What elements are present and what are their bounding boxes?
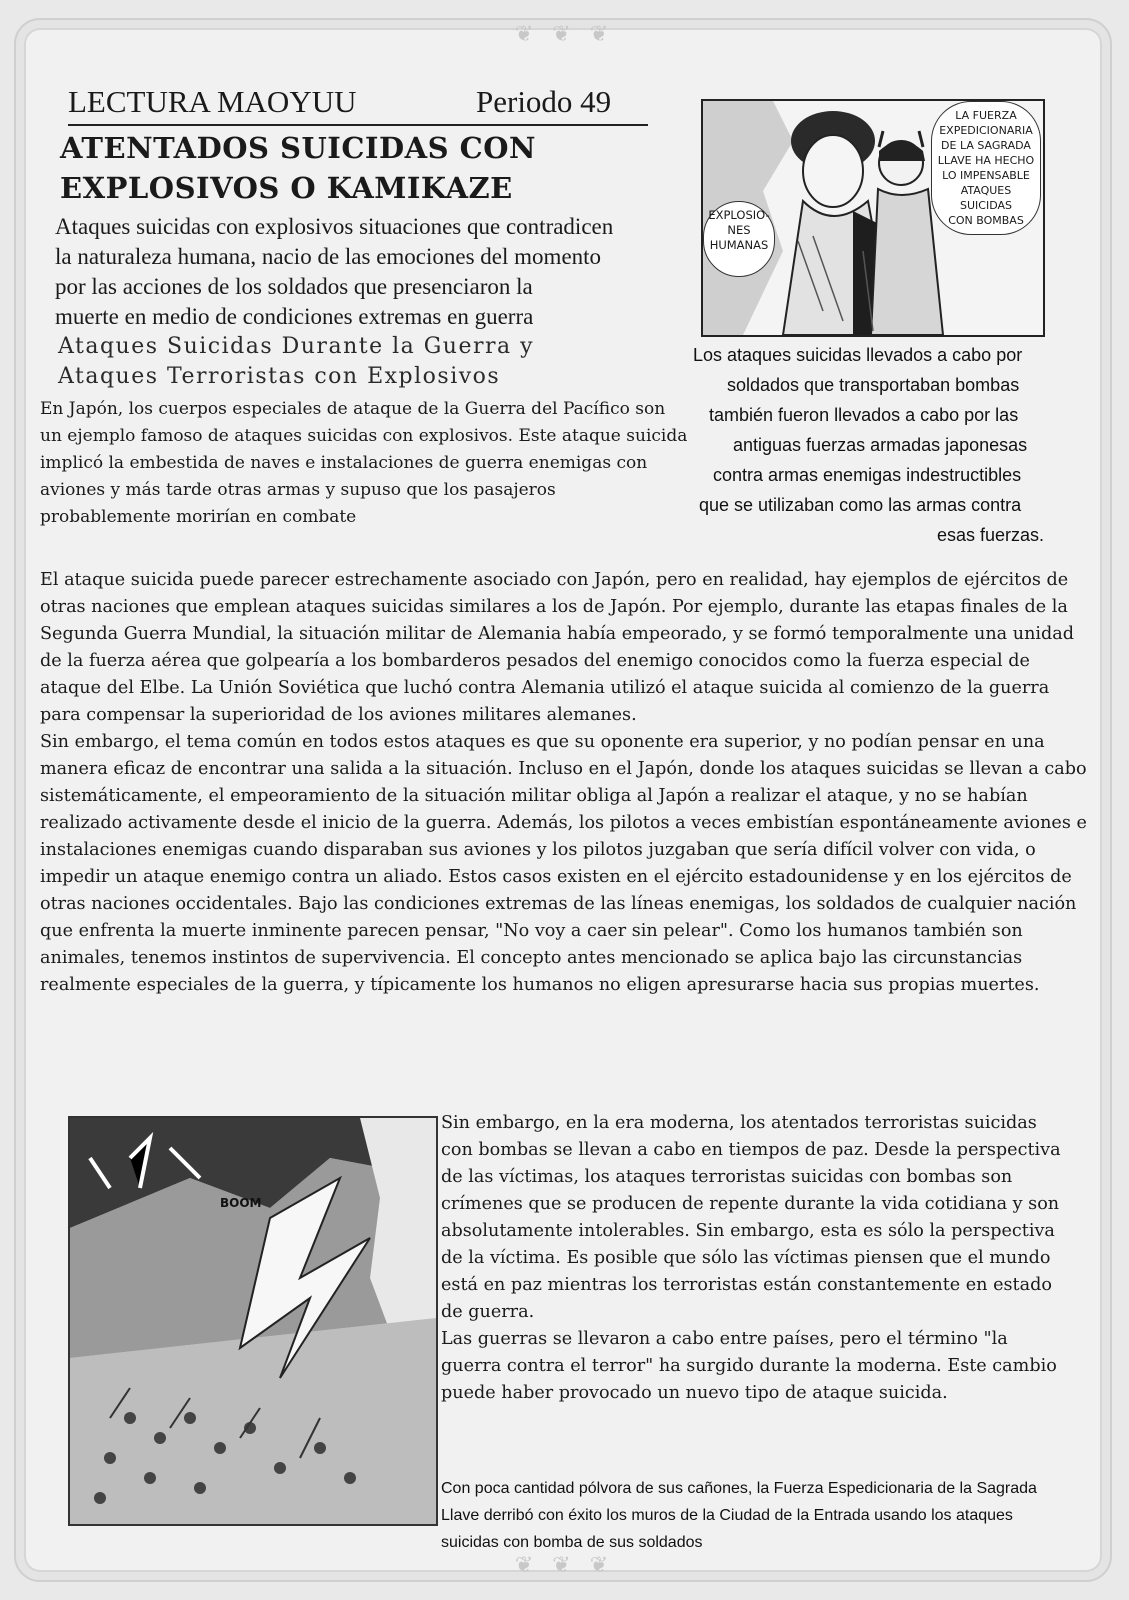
- title-line-1: ATENTADOS SUICIDAS CON: [60, 131, 537, 165]
- caption-line: Llave derribó con éxito los muros de la Ciudad de la Entrada usando los ataques: [441, 1507, 1013, 1524]
- caption-panel-1: [693, 340, 1049, 550]
- title-line-2: EXPLOSIVOS O KAMIKAZE: [60, 171, 513, 205]
- page-header: [68, 84, 648, 126]
- speech-bubble-right: [931, 101, 1041, 235]
- caption-line: suicidas con bomba de sus soldados: [441, 1534, 703, 1551]
- bubble-text: ATAQUES: [960, 184, 1012, 197]
- paragraph: En Japón, los cuerpos especiales de ataque de la Guerra del Pacífico son un ejemplo famoso de ataques suicidas con explosivos. Este ataque suicida implicó la embestida de naves e instalaciones de guerra enemigas con aviones y más tarde otras armas y supuso que los pasajeros probablemente morirían en combate: [40, 399, 688, 527]
- sound-effect: BOOM: [220, 1196, 262, 1210]
- caption-line: que se utilizaban como las armas contra: [699, 495, 1022, 515]
- speech-bubble-left: [703, 201, 775, 277]
- paragraph-modern-era: [441, 1110, 1066, 1407]
- manga-panel-characters: [701, 99, 1045, 337]
- paragraph: Sin embargo, en la era moderna, los atentados terroristas suicidas con bombas se llevan a cabo en tiempos de paz. Desde la perspectiva de las víctimas, los ataques terroristas suicidas con bombas son crímenes que se producen de repente durante la vida cotidiana y son absolutamente intolerables. Sin embargo, esta es sólo la perspectiva de la víctima. Es posible que sólo las víctimas piensen que el mundo está en paz mientras los terroristas están constantemente en estado de guerra.: [441, 1113, 1061, 1322]
- intro-text: [55, 212, 685, 332]
- subtitle-line-1: Ataques Suicidas Durante la Guerra y: [58, 334, 535, 359]
- bubble-text: EXPEDICIONARIA: [939, 124, 1033, 137]
- manga-illustration-explosion: [70, 1118, 436, 1524]
- caption-line: Los ataques suicidas llevados a cabo por: [693, 345, 1023, 365]
- series-title: LECTURA MAOYUU: [68, 84, 357, 119]
- intro-line: muerte en medio de condiciones extremas en guerra: [55, 304, 534, 329]
- bubble-text: DE LA SAGRADA: [941, 139, 1031, 152]
- intro-line: Ataques suicidas con explosivos situaciones que contradicen: [55, 214, 614, 239]
- frame-ornament-top: ❦ ❦ ❦: [514, 22, 615, 47]
- subtitle-line-2: Ataques Terroristas con Explosivos: [58, 364, 501, 389]
- manga-panel-explosion: [68, 1116, 438, 1526]
- article-title: [60, 128, 670, 208]
- caption-line: contra armas enemigas indestructibles: [713, 465, 1022, 485]
- caption-panel-2: [441, 1475, 1081, 1556]
- period-number: Periodo 49: [476, 84, 612, 119]
- main-body-text: [40, 567, 1090, 999]
- paragraph-japan: [40, 396, 690, 531]
- bubble-text: LLAVE HA HECHO: [937, 154, 1035, 167]
- bubble-text: EXPLOSIO-: [708, 208, 770, 222]
- bubble-text: LO IMPENSABLE: [942, 169, 1030, 182]
- paragraph: El ataque suicida puede parecer estrechamente asociado con Japón, pero en realidad, hay ejemplos de ejércitos de otras naciones que emplean ataques suicidas similares a los de Japón. Por ejemplo, durante las etapas finales de la Segunda Guerra Mundial, la situación militar de Alemania había empeorado, y se formó temporalmente una unidad de la fuerza aérea que golpearía a los bombarderos pesados del enemigo conocidos como la fuerza especial de ataque del Elbe. La Unión Soviética que luchó contra Alemania utilizó el ataque suicida al comienzo de la guerra para compensar la superioridad de los aviones militares alemanes.: [40, 570, 1075, 725]
- paragraph: Las guerras se llevaron a cabo entre países, pero el término "la guerra contra el terror" ha surgido durante la moderna. Este cambio puede haber provocado un nuevo tipo de ataque suicida.: [441, 1329, 1057, 1403]
- intro-line: la naturaleza humana, nacio de las emociones del momento: [55, 244, 602, 269]
- caption-line: Con poca cantidad pólvora de sus cañones, la Fuerza Espedicionaria de la Sagrada: [441, 1480, 1037, 1497]
- bubble-text: HUMANAS: [709, 238, 769, 252]
- frame-ornament-bottom: ❦ ❦ ❦: [514, 1553, 615, 1578]
- intro-line: por las acciones de los soldados que presenciaron la: [55, 274, 533, 299]
- bubble-text: CON BOMBAS: [948, 214, 1024, 227]
- section-subtitle: [58, 332, 688, 392]
- bubble-text: SUICIDAS: [960, 199, 1012, 212]
- paragraph: Sin embargo, el tema común en todos estos ataques es que su oponente era superior, y no podían pensar en una manera eficaz de encontrar una salida a la situación. Incluso en el Japón, donde los ataques suicidas se llevan a cabo sistemáticamente, el empeoramiento de la situación militar obliga al Japón a realizar el ataque, y no se habían realizado activamente desde el inicio de la guerra. Además, los pilotos a veces embistían espontáneamente aviones e instalaciones enemigas cuando disparaban sus aviones y los pilotos juzgaban que sería difícil volver con vida, o impedir un ataque enemigo contra un aliado. Estos casos existen en el ejército estadounidense y en los ejércitos de otras naciones occidentales. Bajo las condiciones extremas de las líneas enemigas, los soldados de cualquier nación que enfrenta la muerte inminente parecen pensar, "No voy a caer sin pelear". Como los humanos también son animales, tenemos instintos de supervivencia. El concepto antes mencionado se aplica bajo las circunstancias realmente especiales de la guerra, y típicamente los humanos no eligen apresurarse hacia sus propias muertes.: [40, 732, 1087, 995]
- caption-line: también fueron llevados a cabo por las: [709, 405, 1019, 425]
- caption-line: esas fuerzas.: [937, 525, 1045, 545]
- caption-line: antiguas fuerzas armadas japonesas: [733, 435, 1028, 455]
- caption-line: soldados que transportaban bombas: [727, 375, 1020, 395]
- bubble-text: LA FUERZA: [955, 109, 1017, 122]
- bubble-text: NES: [727, 223, 751, 237]
